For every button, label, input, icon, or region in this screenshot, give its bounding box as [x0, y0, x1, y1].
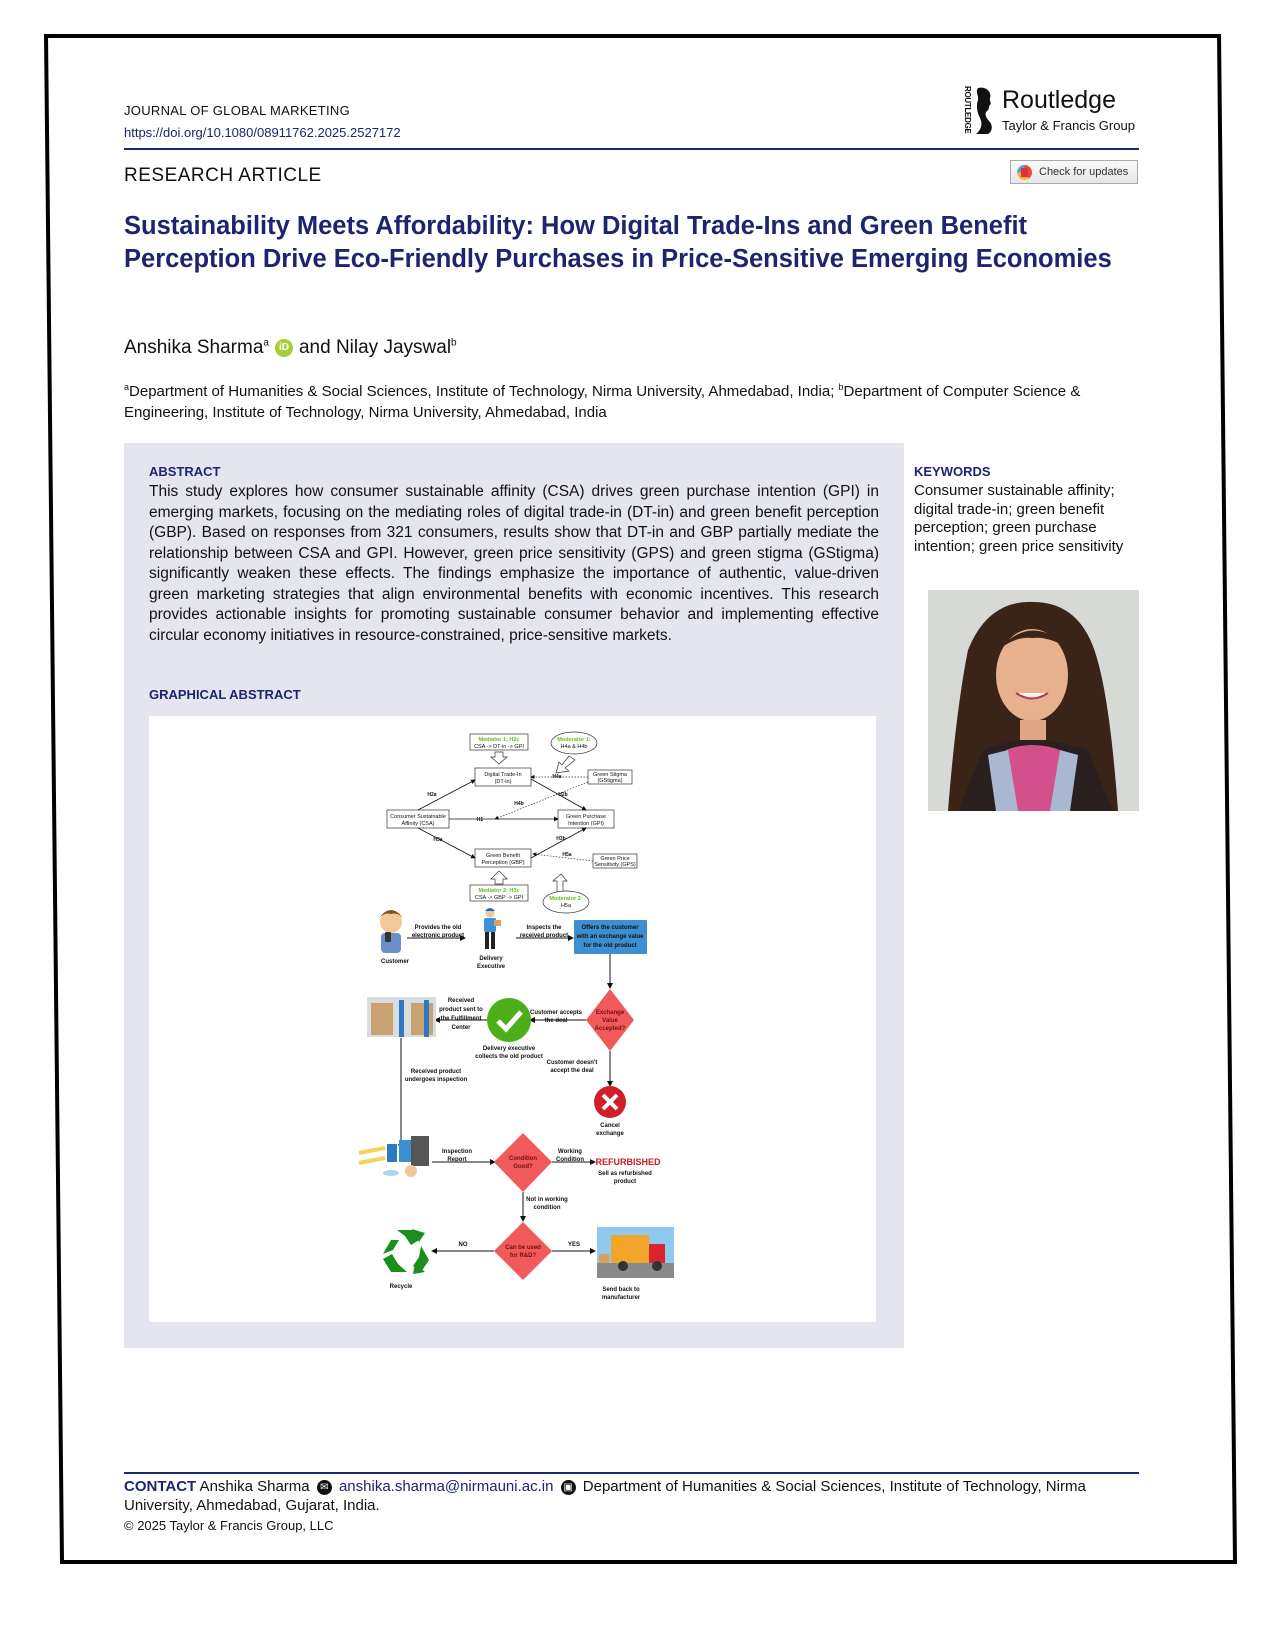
svg-text:CSA -> GBP -> GPI: CSA -> GBP -> GPI: [474, 895, 524, 901]
doi-link[interactable]: https://doi.org/10.1080/08911762.2025.2527172: [124, 125, 401, 140]
svg-text:Working: Working: [558, 1149, 582, 1155]
svg-text:Offers the customer: Offers the customer: [581, 925, 639, 931]
svg-text:Cancel: Cancel: [600, 1123, 620, 1129]
publisher-name: Routledge: [1002, 86, 1116, 114]
svg-text:H4a & H4b: H4a & H4b: [560, 744, 588, 750]
svg-text:Green Stigma: Green Stigma: [593, 772, 627, 778]
logo-vertical-text: ROUTLEDGE: [963, 86, 972, 134]
svg-text:Mediator 2: H3c: Mediator 2: H3c: [478, 888, 520, 894]
check-for-updates-button[interactable]: [1010, 160, 1138, 184]
svg-text:Green Benefit: Green Benefit: [486, 853, 520, 859]
svg-text:(DT-in): (DT-in): [494, 779, 512, 785]
svg-text:received product: received product: [519, 933, 569, 939]
svg-text:Customer accepts: Customer accepts: [529, 1010, 583, 1016]
svg-text:Exchange: Exchange: [595, 1010, 625, 1016]
copyright: © 2025 Taylor & Francis Group, LLC: [124, 1518, 334, 1533]
graphical-abstract-diagram: [149, 716, 876, 1322]
contact-name: Anshika Sharma: [196, 1478, 314, 1495]
svg-text:Delivery: Delivery: [479, 956, 503, 962]
svg-text:Mediator 1: H2c: Mediator 1: H2c: [478, 737, 520, 743]
contact-info: [124, 1477, 1139, 1515]
article-type: RESEARCH ARTICLE: [124, 165, 322, 186]
recycle-icon: [383, 1229, 429, 1274]
svg-text:Accepted?: Accepted?: [594, 1026, 626, 1032]
svg-text:Can be used: Can be used: [505, 1245, 541, 1251]
svg-text:Inspection: Inspection: [441, 1149, 473, 1155]
header-divider: [124, 148, 1139, 150]
graphical-abstract-figure: [149, 716, 876, 1322]
svg-text:the Fulfillment: the Fulfillment: [440, 1016, 482, 1022]
svg-text:H4a: H4a: [552, 774, 562, 780]
svg-text:for the old product: for the old product: [583, 943, 637, 949]
svg-text:Not in working: Not in working: [526, 1197, 568, 1203]
svg-text:electronic product: electronic product: [411, 933, 465, 939]
svg-text:H2b: H2b: [558, 792, 568, 798]
author-conj: and: [298, 337, 331, 358]
affil-b: Department of Computer Science & Engineering, Institute of Technology, Nirma University, Ahmedabad, India: [124, 383, 1081, 421]
svg-text:undergoes inspection: undergoes inspection: [404, 1077, 468, 1083]
svg-text:Delivery executive: Delivery executive: [482, 1046, 536, 1052]
svg-text:Condition: Condition: [509, 1156, 537, 1162]
svg-text:Green Purchase: Green Purchase: [565, 814, 607, 820]
svg-text:H3a: H3a: [433, 837, 443, 843]
svg-text:Sensitivity (GPS): Sensitivity (GPS): [594, 862, 636, 868]
contact-email-link[interactable]: anshika.sharma@nirmauni.ac.in: [338, 1478, 554, 1495]
affiliations: [124, 377, 1144, 423]
svg-text:Send back to: Send back to: [602, 1287, 640, 1293]
keywords-text: Consumer sustainable affinity; digital trade-in; green benefit perception; green purchase intention; green price sensitivity: [914, 482, 1124, 555]
svg-text:Moderator 1:: Moderator 1:: [557, 737, 591, 743]
svg-text:the deal: the deal: [544, 1018, 568, 1024]
author-1-sup: a: [263, 337, 269, 349]
author-2-sup: b: [451, 337, 457, 349]
profile-head-icon: [972, 86, 994, 136]
svg-text:(GStigma): (GStigma): [597, 778, 623, 784]
author-line: [124, 337, 457, 359]
svg-text:Recycle: Recycle: [389, 1284, 413, 1290]
article-title: Sustainability Meets Affordability: How Digital Trade-Ins and Green Benefit Perception Drive Eco-Friendly Purchases in Price-Sensitive Emerging Economies: [124, 212, 1112, 273]
svg-text:collects the old product: collects the old product: [475, 1054, 543, 1060]
author-2[interactable]: Nilay Jayswal: [335, 337, 452, 358]
svg-text:H1: H1: [476, 817, 484, 823]
svg-text:REFURBISHED: REFURBISHED: [595, 1157, 661, 1167]
svg-text:Customer: Customer: [380, 959, 410, 965]
svg-text:Received: Received: [447, 998, 475, 1004]
svg-text:Provides the old: Provides the old: [414, 925, 462, 931]
svg-text:YES: YES: [567, 1242, 581, 1248]
svg-text:H4b: H4b: [514, 801, 524, 807]
svg-text:H5a: H5a: [562, 852, 572, 858]
svg-text:Digital Trade-In: Digital Trade-In: [484, 772, 522, 778]
affil-a: Department of Humanities & Social Sciences, Institute of Technology, Nirma University, Ahmedabad, India;: [129, 383, 839, 400]
email-icon: ✉: [317, 1480, 332, 1495]
svg-text:Moderator 2:: Moderator 2:: [549, 896, 583, 902]
contact-address: Department of Humanities & Social Sciences, Institute of Technology, Nirma University, Ahmedabad, Gujarat, India.: [124, 1478, 1086, 1514]
journal-name: JOURNAL OF GLOBAL MARKETING: [124, 103, 351, 118]
svg-text:Center: Center: [451, 1025, 471, 1031]
author-photo: [928, 590, 1139, 811]
delivery-executive-illustration: [484, 908, 501, 949]
author-1[interactable]: Anshika Sharma: [124, 337, 264, 358]
abstract-heading: ABSTRACT: [149, 464, 221, 479]
affil-b-sup: b: [838, 382, 844, 392]
graphical-abstract-heading: GRAPHICAL ABSTRACT: [149, 687, 301, 702]
svg-text:CSA -> DT-in -> GPI: CSA -> DT-in -> GPI: [474, 744, 524, 750]
svg-text:condition: condition: [533, 1205, 561, 1211]
svg-text:NO: NO: [458, 1242, 468, 1248]
abstract-text: This study explores how consumer sustainable affinity (CSA) drives green purchase intention (GPI) in emerging markets, focusing on the mediating roles of digital trade-in (DT-in) and green benefit perception (GBP). Based on responses from 321 consumers, results show that DT-in and GBP partially mediate the relationship between CSA and GPI. However, green price sensitivity (GPS) and green stigma (GStigma) significantly weaken these effects. The findings emphasize the importance of authentic, value-driven green marketing strategies that align environmental benefits with economic incentives. This research provides actionable insights for promoting sustainable consumer behavior and implementing effective circular economy initiatives in resource-constrained, price-sensitive markets.: [149, 483, 879, 644]
svg-text:H3b: H3b: [556, 836, 566, 842]
svg-text:product: product: [613, 1179, 637, 1185]
svg-text:exchange: exchange: [596, 1131, 624, 1137]
svg-text:Green Price: Green Price: [600, 856, 630, 862]
svg-text:Condition: Condition: [556, 1157, 584, 1163]
footer-divider: [124, 1472, 1139, 1474]
svg-text:Report: Report: [447, 1157, 467, 1163]
svg-text:Consumer Sustainable: Consumer Sustainable: [390, 814, 446, 820]
keywords-heading: KEYWORDS: [914, 464, 991, 479]
orcid-icon[interactable]: iD: [275, 339, 293, 357]
delivery-truck-illustration: [597, 1227, 674, 1278]
svg-text:Sell as refurbished: Sell as refurbished: [598, 1171, 652, 1177]
warehouse-illustration: [367, 997, 436, 1037]
svg-text:product sent to: product sent to: [439, 1007, 483, 1013]
contact-label: CONTACT: [124, 1478, 197, 1495]
svg-text:manufacturer: manufacturer: [601, 1295, 641, 1301]
svg-text:with an exchange value: with an exchange value: [576, 934, 644, 940]
svg-text:Affinity (CSA): Affinity (CSA): [401, 821, 435, 827]
svg-text:H2a: H2a: [427, 792, 437, 798]
svg-text:Inspects the: Inspects the: [526, 925, 562, 931]
svg-text:Value: Value: [602, 1018, 618, 1024]
svg-text:accept the deal: accept the deal: [550, 1068, 594, 1074]
customer-illustration: [379, 910, 403, 953]
svg-text:Good?: Good?: [513, 1164, 533, 1170]
address-icon: ▣: [561, 1480, 576, 1495]
inspection-illustration: [359, 1136, 429, 1177]
check-for-updates-label: Check for updates: [1039, 166, 1129, 178]
publisher-group: Taylor & Francis Group: [1002, 118, 1135, 133]
svg-text:Customer doesn't: Customer doesn't: [546, 1060, 598, 1066]
routledge-logo: [960, 86, 1140, 138]
svg-text:Perception (GBP): Perception (GBP): [481, 860, 525, 866]
svg-text:H5a: H5a: [560, 903, 572, 909]
crossmark-icon: [1017, 165, 1032, 180]
svg-text:for R&D?: for R&D?: [509, 1253, 537, 1259]
affil-a-sup: a: [124, 382, 130, 392]
svg-text:Executive: Executive: [476, 964, 506, 970]
svg-text:Received product: Received product: [410, 1069, 462, 1075]
svg-text:Intention (GPI): Intention (GPI): [568, 821, 604, 827]
